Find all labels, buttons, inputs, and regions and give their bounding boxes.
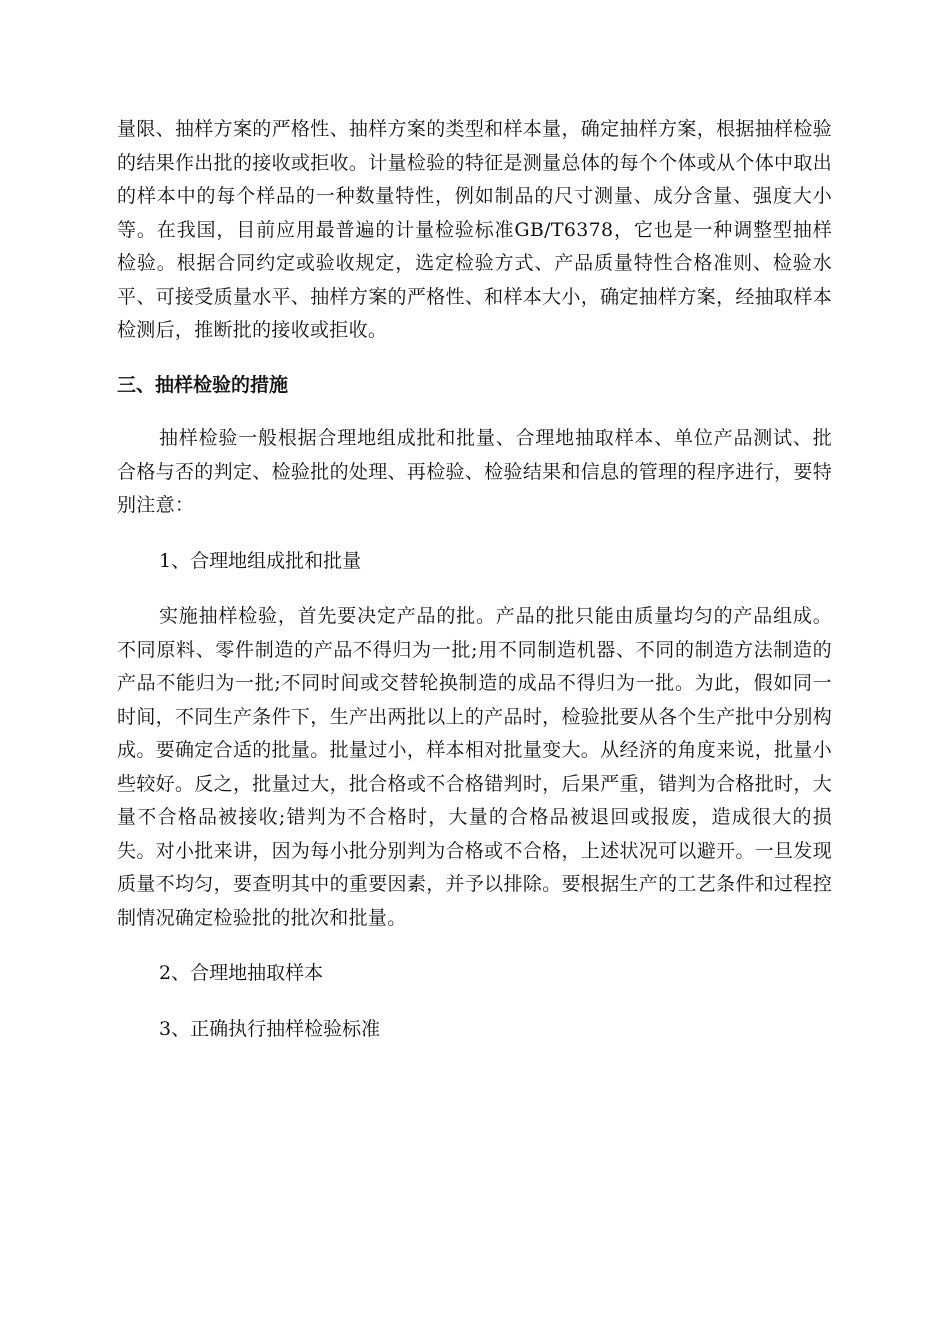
section-heading: 三、抽样检验的措施	[117, 373, 289, 396]
paragraph-intro: 抽样检验一般根据合理地组成批和批量、合理地抽取样本、单位产品测试、批合格与否的判定、检验批的处理、再检验、检验结果和信息的管理的程序进行，要特别注意：	[117, 427, 832, 516]
list-item-2: 2、合理地抽取样本	[159, 962, 324, 984]
paragraph-continuation: 量限、抽样方案的严格性、抽样方案的类型和样本量，确定抽样方案，根据抽样检验的结果作出批的接收或拒收。计量检验的特征是测量总体的每个个体或从个体中取出的样本中的每个样品的一种数量特性，例如制品的尺寸测量、成分含量、强度大小等。在我国，目前应用最普遍的计量检验标准GB/T6378，它也是一种调整型抽样检验。根据合同约定或验收规定，选定检验方式、产品质量特性合格准则、检验水平、可接受质量水平、抽样方案的严格性、和样本大小，确定抽样方案，经抽取样本检测后，推断批的接收或拒收。	[117, 118, 832, 341]
list-item-1: 1、合理地组成批和批量	[159, 549, 362, 572]
paragraph-batch: 实施抽样检验，首先要决定产品的批。产品的批只能由质量均匀的产品组成。不同原料、零件制造的产品不得归为一批;用不同制造机器、不同的制造方法制造的产品不能归为一批;不同时间或交替轮换制造的成品不得归为一批。为此，假如同一时间，不同生产条件下，生产出两批以上的产品时，检验批要从各个生产批中分别构成。要确定合适的批量。批量过小，样本相对批量变大。从经济的角度来说，批量小些较好。反之，批量过大，批合格或不合格错判时，后果严重，错判为合格批时，大量不合格品被接收;错判为不合格时，大量的合格品被退回或报废，造成很大的损失。对小批来讲，因为每小批分别判为合格或不合格，上述状况可以避开。一旦发现质量不均匀，要查明其中的重要因素，并予以排除。要根据生产的工艺条件和过程控制情况确定检验批的批次和批量。	[117, 605, 832, 929]
list-item-3: 3、正确执行抽样检验标准	[159, 1017, 381, 1040]
document-page	[117, 113, 832, 1046]
